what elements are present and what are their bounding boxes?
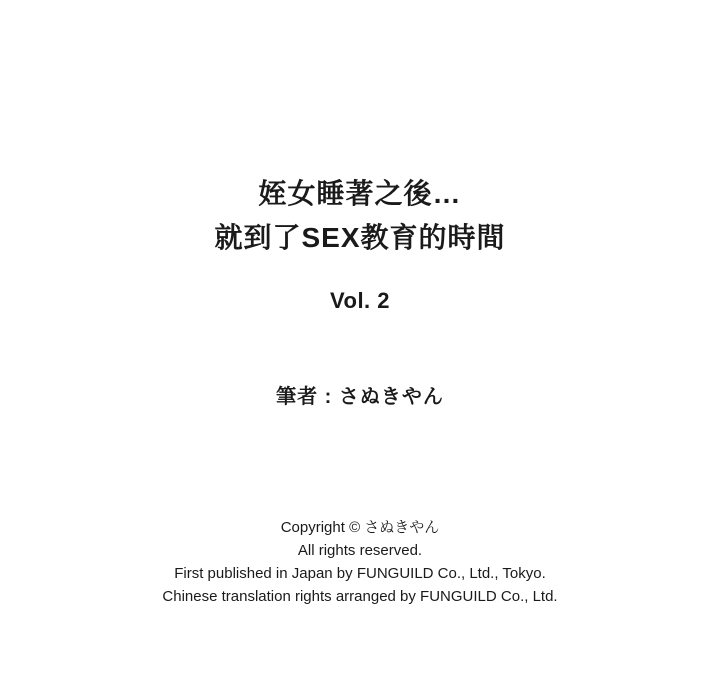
colophon — [0, 516, 720, 608]
publisher-line: First published in Japan by FUNGUILD Co., Ltd., Tokyo. — [174, 565, 546, 582]
title-line-1: 姪女睡著之後… — [258, 178, 462, 209]
translation-rights-line: Chinese translation rights arranged by FUNGUILD Co., Ltd. — [162, 588, 558, 605]
page-title — [0, 172, 720, 260]
copyright-line: Copyright © さぬきやん — [280, 519, 440, 536]
author-label: 筆者 : さぬきやん — [276, 386, 444, 408]
title-line-2: 就到了SEX教育的時間 — [214, 222, 506, 253]
rights-line: All rights reserved. — [297, 542, 423, 559]
volume-label: Vol. 2 — [329, 288, 391, 313]
